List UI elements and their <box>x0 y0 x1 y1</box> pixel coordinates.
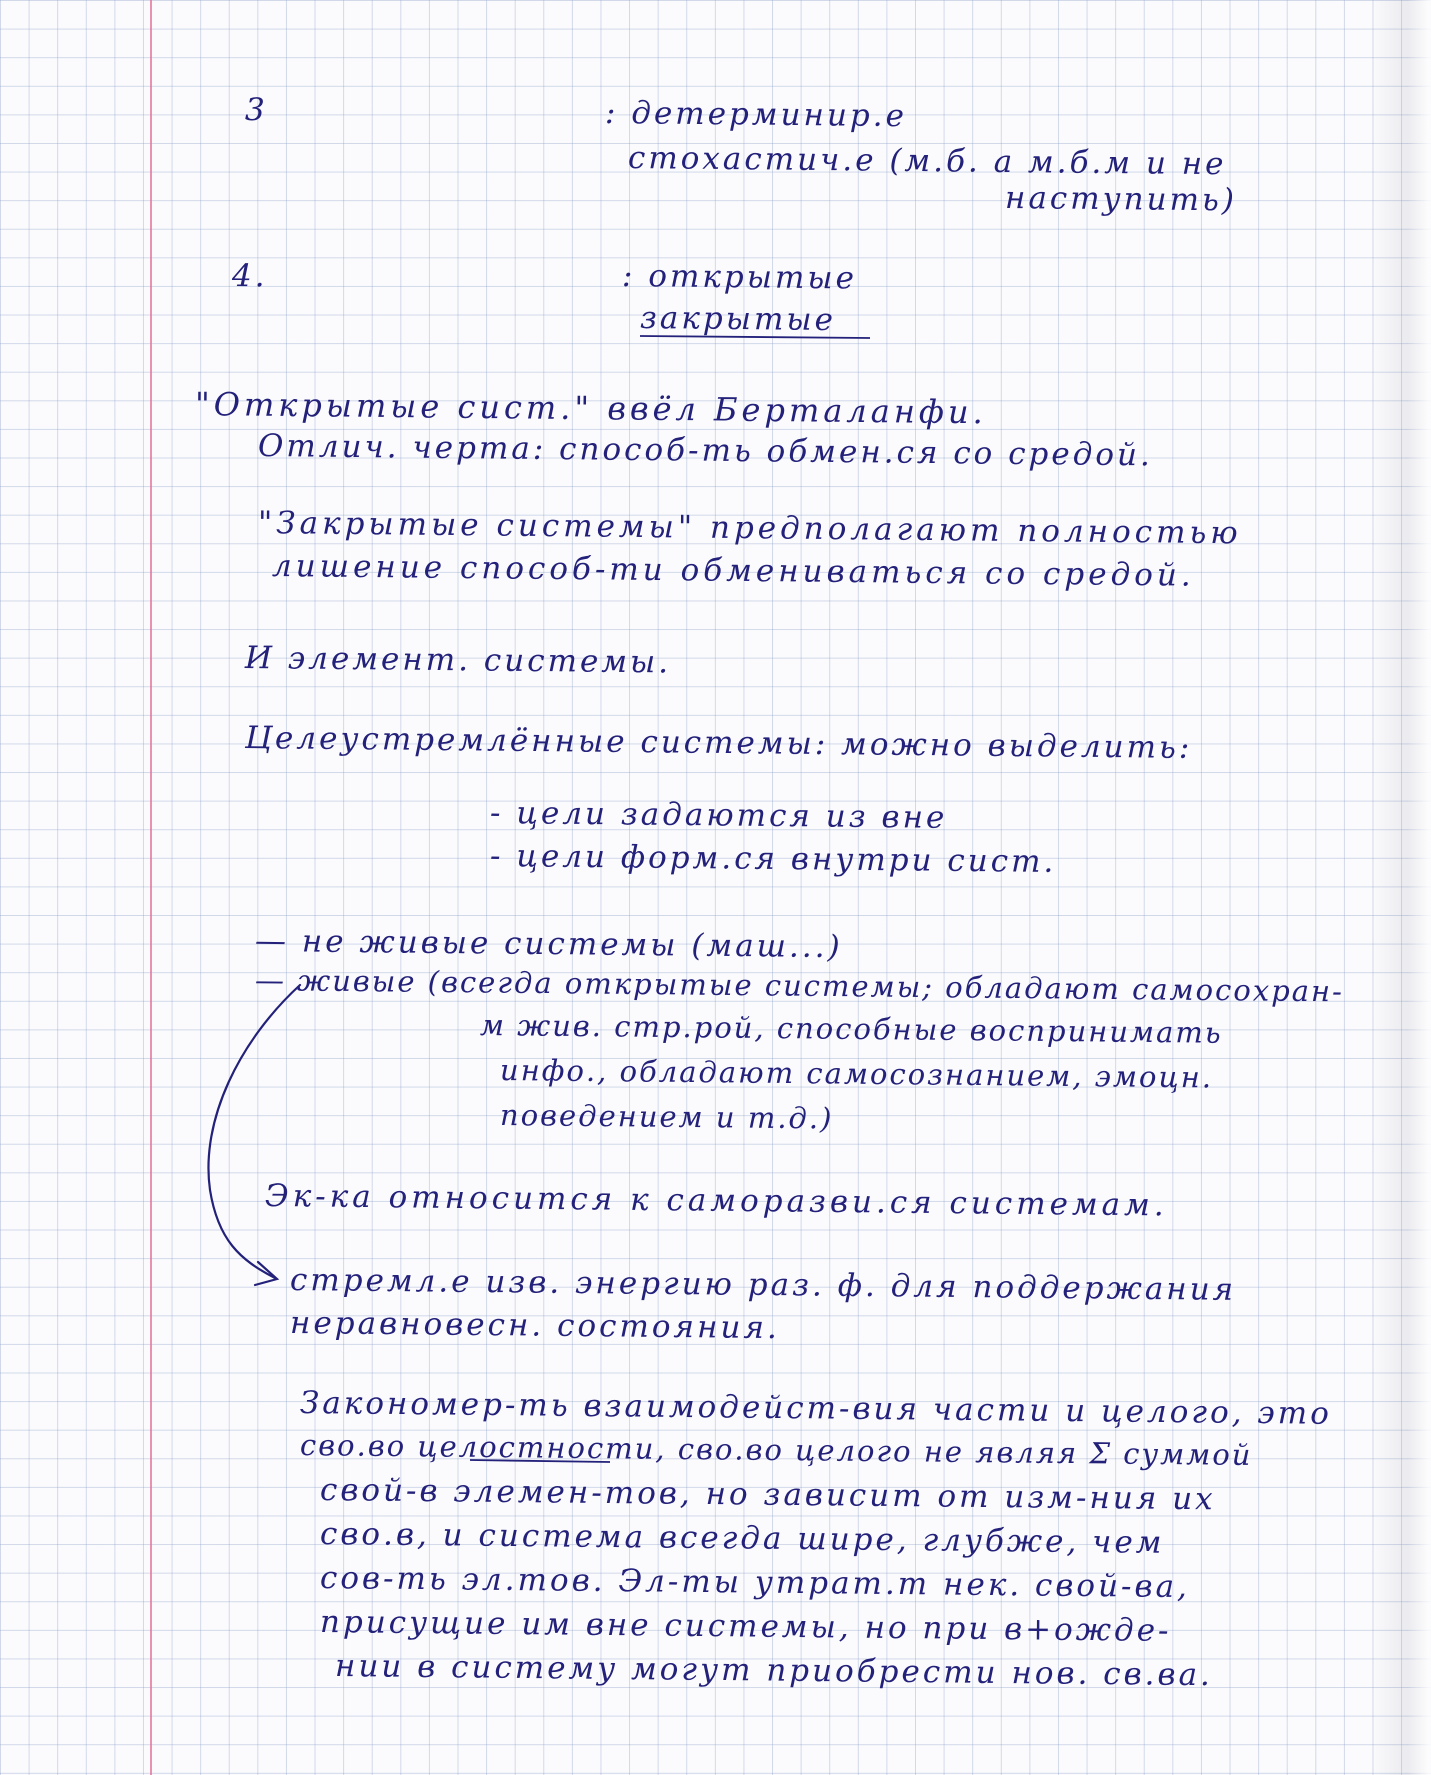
list-item: - цели задаются из вне <box>489 795 948 836</box>
text-line: нии в систему могут приобрести нов. св.ва. <box>334 1648 1214 1694</box>
text-line: стремл.е изв. энергию раз. ф. для поддержания <box>289 1262 1237 1308</box>
text-line: "Закрытые системы" предполагают полностью <box>257 505 1242 552</box>
text-line: И элемент. системы. <box>244 640 672 681</box>
text-line: лишение способ-ти обмениваться со средой. <box>271 548 1195 594</box>
text-line: сво.во целостности, сво.во целого не являя Σ суммой <box>299 1428 1253 1472</box>
text-line: м жив. стр.рой, способные воспринимать <box>479 1008 1223 1050</box>
list-item: — живые (всегда открытые системы; обладают самосохран- <box>254 963 1345 1009</box>
list-item: — не живые системы (маш...) <box>254 923 843 966</box>
text-line: : открытые <box>621 258 858 297</box>
text-line: наступить) <box>1004 180 1238 219</box>
text-line: сов-ть эл.тов. Эл-ты утрат.т нек. свой-ва, <box>319 1560 1191 1606</box>
text-line: стохастич.е (м.б. а м.б.м и не <box>627 140 1227 183</box>
text-line: Отлич. черта: способ-ть обмен.ся со средой. <box>257 428 1154 474</box>
text-line: присущие им вне системы, но при в+ожде- <box>319 1604 1172 1649</box>
text-line: : детерминир.е <box>604 95 908 135</box>
text-line: инфо., обладают самосознанием, эмоцн. <box>499 1053 1214 1095</box>
item-number-4: 4. <box>231 258 268 295</box>
list-item: - цели форм.ся внутри сист. <box>489 838 1057 880</box>
text-line: неравновесн. состояния. <box>289 1305 781 1347</box>
text-line: "Открытые сист." ввёл Берталанфи. <box>194 385 987 432</box>
text-line: сво.в, и система всегда шире, глубже, чем <box>319 1516 1165 1561</box>
text-line: Закономер-ть взаимодейст-вия части и целого, это <box>299 1385 1333 1432</box>
text-line: Целеустремлённые системы: можно выделить: <box>244 720 1193 766</box>
item-number-3: 3 <box>244 92 268 129</box>
text-line: свой-в элемен-тов, но зависит от изм-ния их <box>319 1472 1216 1518</box>
text-line: поведением и т.д.) <box>499 1098 834 1136</box>
text-line: закрытые <box>639 300 837 339</box>
text-line: Эк-ка относится к саморазви.ся системам. <box>264 1178 1168 1224</box>
